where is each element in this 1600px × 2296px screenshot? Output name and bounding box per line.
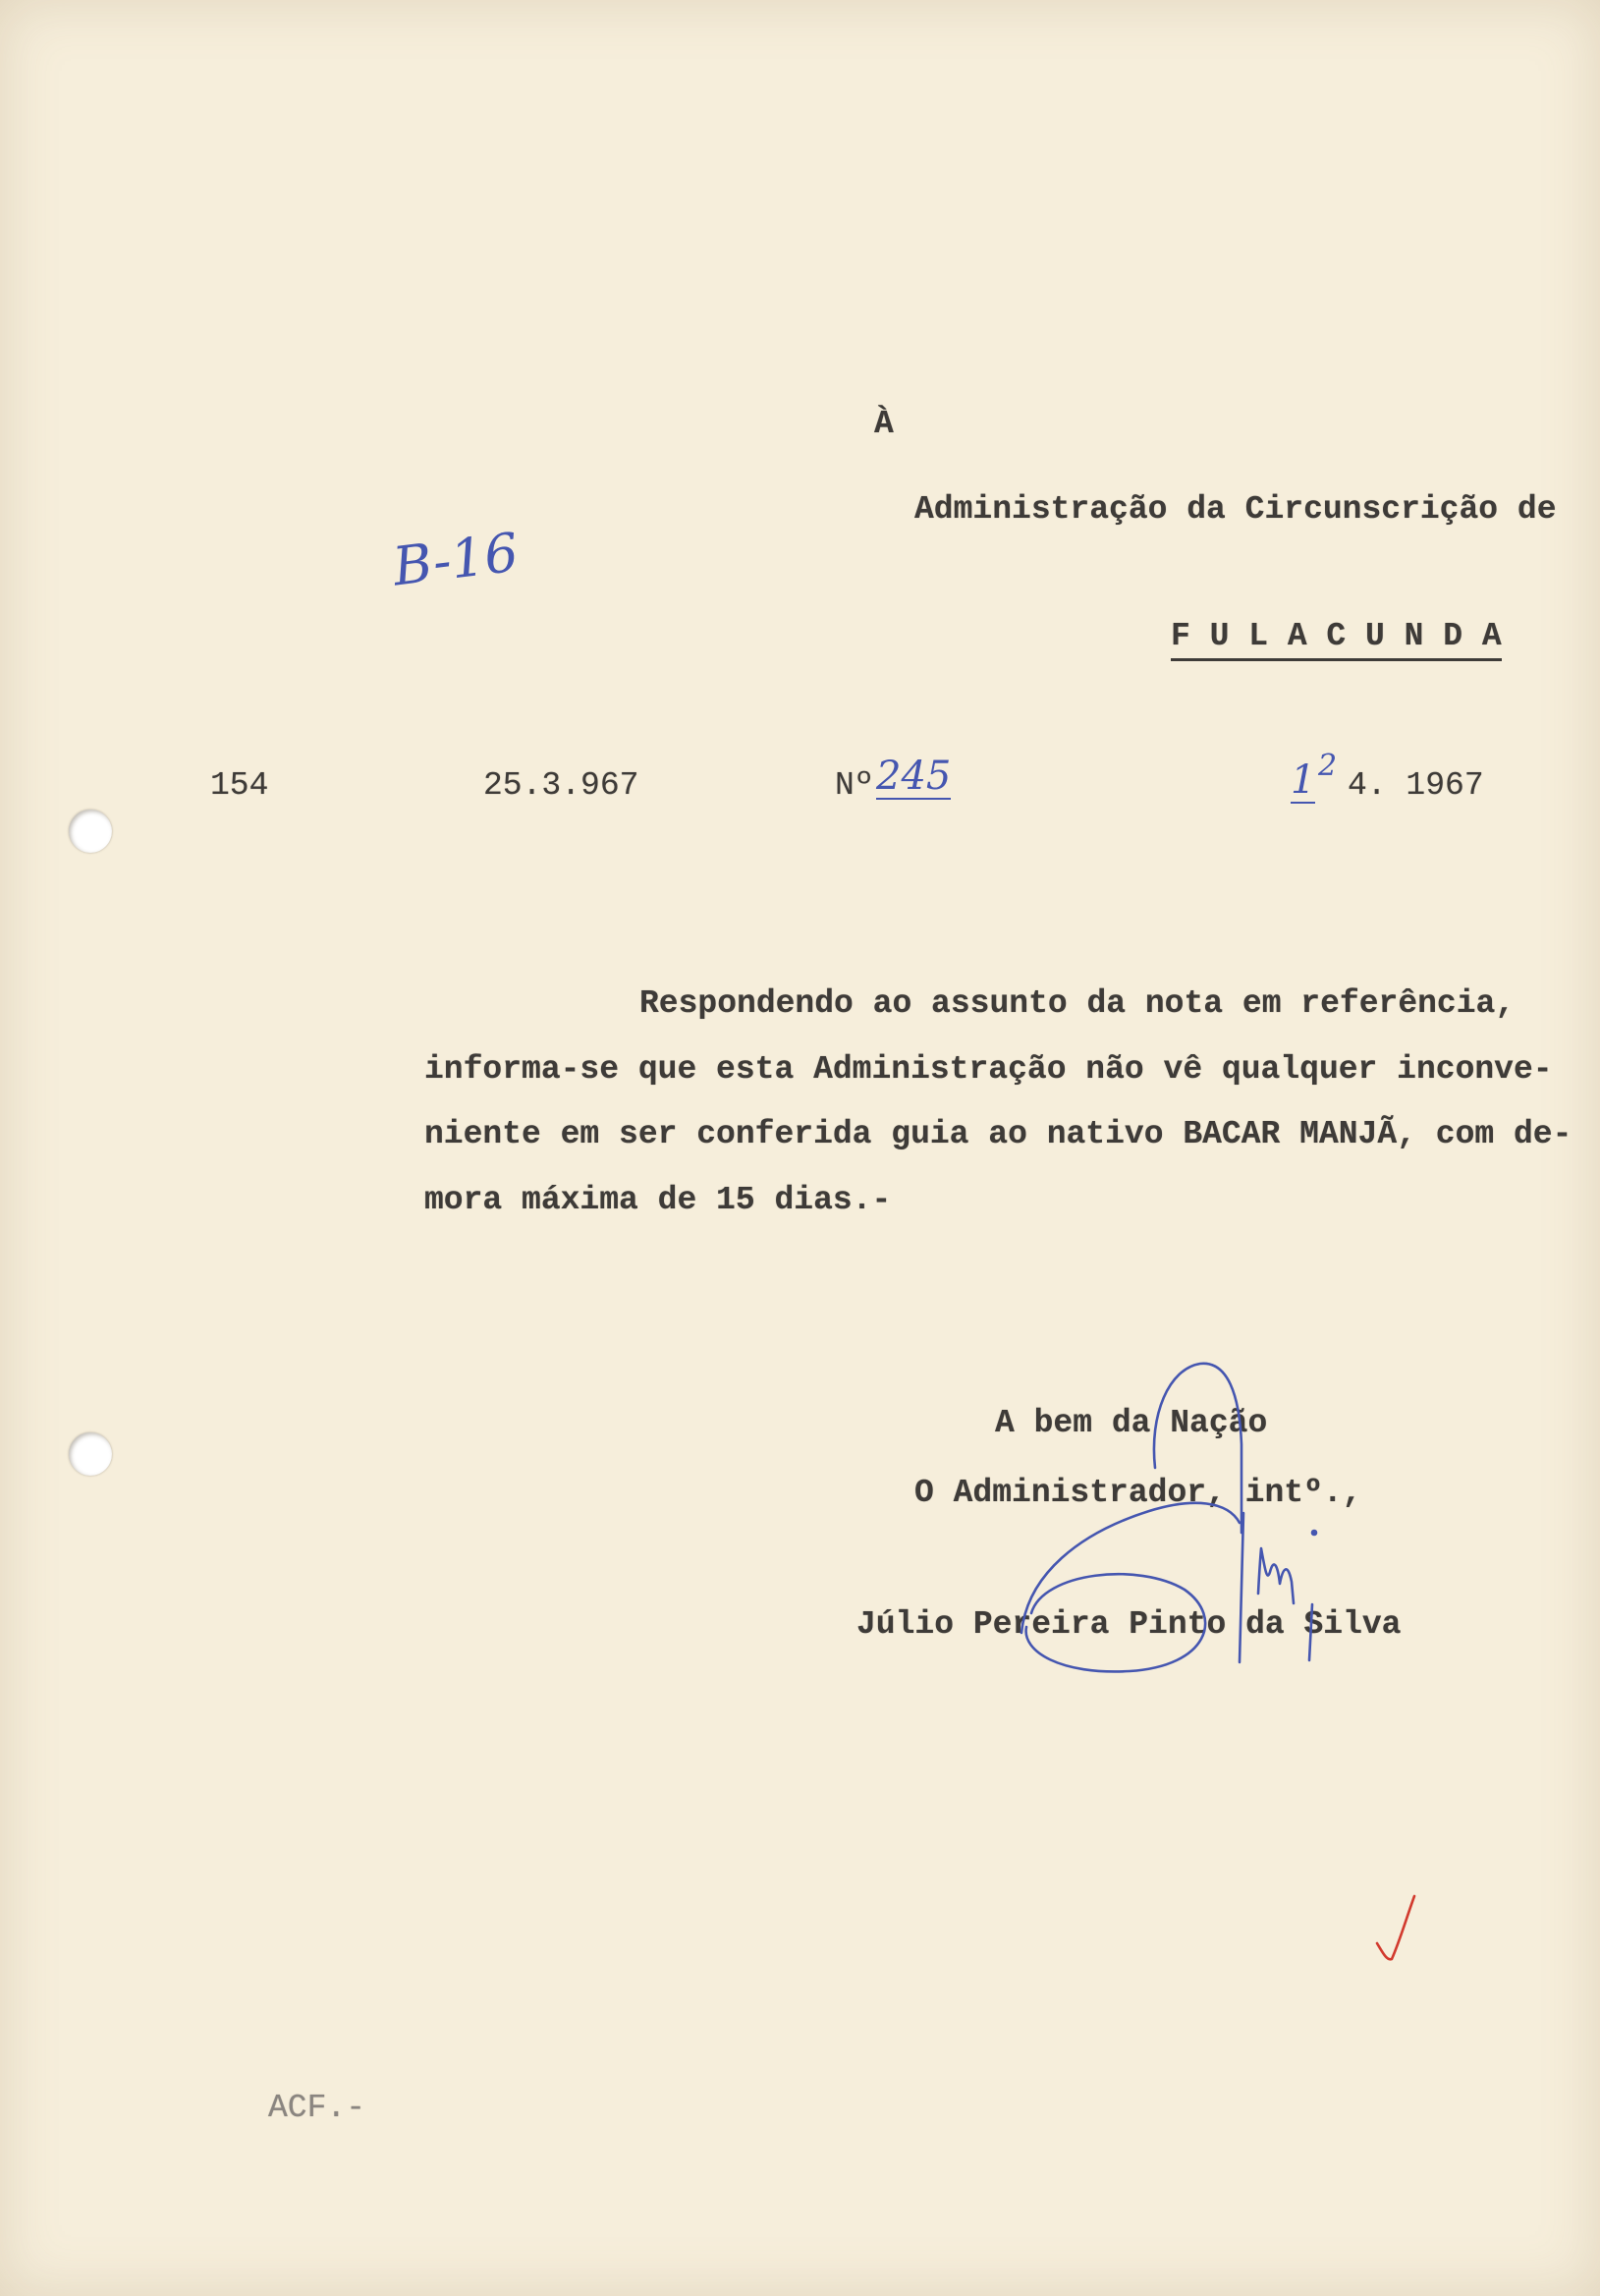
body-line: Respondendo ao assunto da nota em referência, <box>639 985 1516 1022</box>
closing-salutation: A bem da Nação <box>995 1405 1268 1441</box>
addressee-line: Administração da Circunscrição de <box>914 491 1557 528</box>
handwritten-reply-day-second: 2 <box>1318 749 1338 783</box>
closing-title: O Administrador, intº., <box>914 1475 1362 1511</box>
signature-dot <box>1312 1531 1316 1535</box>
typist-initials: ACF.- <box>268 2090 366 2126</box>
number-label: Nº <box>835 767 874 804</box>
signature-initial-scribble <box>1258 1548 1294 1603</box>
reference-number: 154 <box>210 767 269 804</box>
body-line: mora máxima de 15 dias.- <box>424 1182 892 1218</box>
addressee-place: F U L A C U N D A <box>1171 617 1502 661</box>
handwritten-number: 245 <box>876 754 952 799</box>
punch-hole <box>69 810 112 853</box>
signatory-name: Júlio Pereira Pinto da Silva <box>856 1606 1402 1643</box>
reply-date: 4. 1967 <box>1348 767 1484 804</box>
addressee-prefix: À <box>874 406 894 442</box>
handwritten-reply-day-first: 1 <box>1291 757 1316 803</box>
reference-date: 25.3.967 <box>483 767 639 804</box>
body-line: informa-se que esta Administração não vê qualquer inconve- <box>424 1051 1553 1088</box>
punch-hole <box>69 1432 112 1476</box>
check-mark-icon <box>1377 1896 1414 1959</box>
body-line: niente em ser conferida guia ao nativo BACAR MANJÃ, com de- <box>424 1116 1572 1152</box>
handwritten-reference: B-16 <box>389 521 523 598</box>
